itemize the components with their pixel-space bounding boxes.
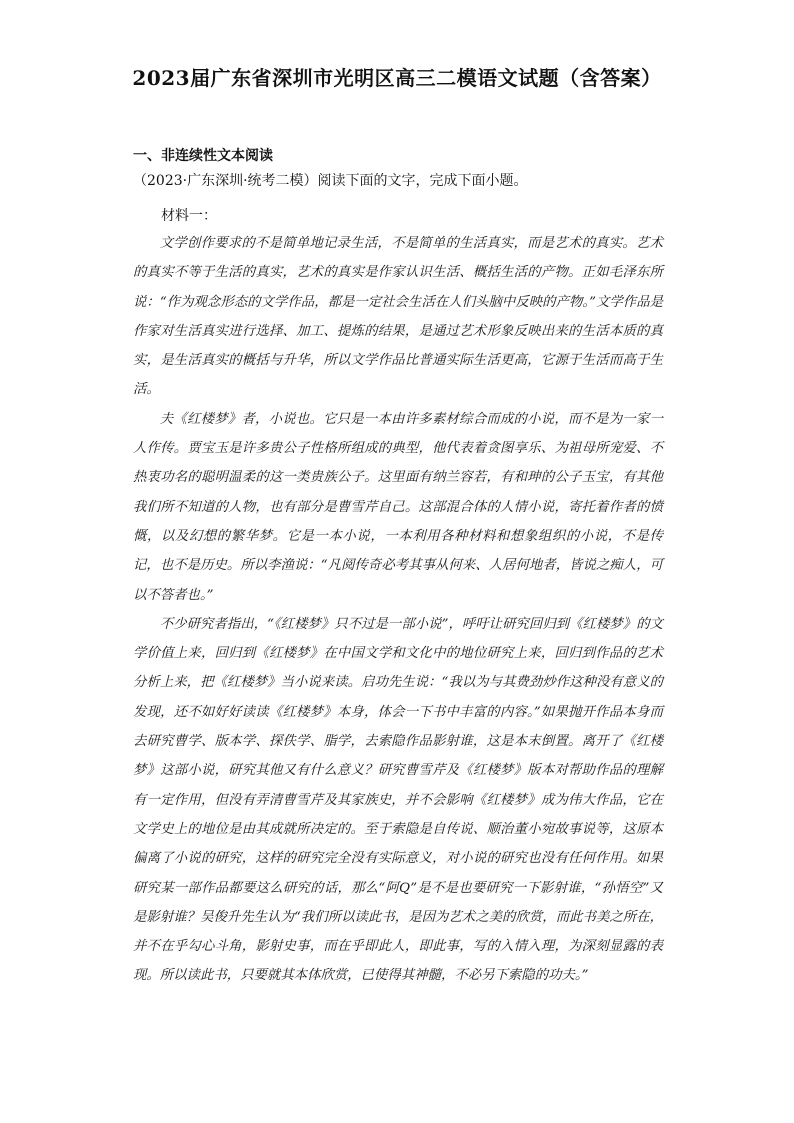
material-body [133,229,663,991]
paragraph-2: 夫《红楼梦》者，小说也。它只是一本由许多素材综合而成的小说，而不是为一家一人作传。贾宝玉是许多贵公子性格所组成的典型，他代表着贪图享乐、为祖母所宠爱、不热衷功名的聪明温柔的这一类贵族公子。这里面有纳兰容若，有和珅的公子玉宝，有其他我们所不知道的人物，也有部分是曹雪芹自己。这部混合体的人情小说，寄托着作者的愤慨，以及幻想的繁华梦。它是一本小说，一本利用各种材料和想象组织的小说，不是传记，也不是历史。所以李渔说：“凡阅传奇必考其事从何来、人居何地者，皆说之痴人，可以不答者也。” [133,411,663,603]
paragraph-1: 文学创作要求的不是简单地记录生活，不是简单的生活真实，而是艺术的真实。艺术的真实不等于生活的真实，艺术的真实是作家认识生活、概括生活的产物。正如毛泽东所说：“作为观念形态的文学作品，都是一定社会生活在人们头脑中反映的产物。”文学作品是作家对生活真实进行选择、加工、提炼的结果，是通过艺术形象反映出来的生活本质的真实，是生活真实的概括与升华，所以文学作品比普通实际生活更高，它源于生活而高于生活。 [133,236,663,398]
page-title: 2023届广东省深圳市光明区高三二模语文试题（含答案） [132,66,662,90]
material-label: 材料一： [161,208,217,224]
paragraph-3: 不少研究者指出，“《红楼梦》只不过是一部小说”，呼吁让研究回归到《红楼梦》的文学价值上来，回归到《红楼梦》在中国文学和文化中的地位研究上来，回归到作品的艺术分析上来，把《红楼梦》当小说来读。启功先生说：“我以为与其费劲炒作这种没有意义的发现，还不如好好读读《红楼梦》本身，体会一下书中丰富的内容。”如果抛开作品本身而去研究曹学、版本学、探佚学、脂学，去索隐作品影射谁，这是本末倒置。离开了《红楼梦》这部小说，研究其他又有什么意义？研究曹雪芹及《红楼梦》版本对帮助作品的理解有一定作用，但没有弄清曹雪芹及其家族史，并不会影响《红楼梦》成为伟大作品，它在文学史上的地位是由其成就所决定的。至于索隐是自传说、顺治董小宛故事说等，这原本偏离了小说的研究，这样的研究完全没有实际意义，对小说的研究也没有任何作用。如果研究某一部作品都要这么研究的话，那么“阿Q”是不是也要研究一下影射谁，“孙悟空”又是影射谁？吴俊升先生认为“我们所以读此书，是因为艺术之美的欣赏，而此书美之所在，并不在乎勾心斗角，影射史事，而在乎即此人，即此事，写的入情入理，为深刻显露的表现。所以读此书，只要就其本体欣赏，已使得其神髓，不必另下索隐的功夫。” [133,616,663,984]
question-instruction: （2023·广东深圳·统考二模）阅读下面的文字，完成下面小题。 [133,173,528,189]
section-heading: 一、非连续性文本阅读 [133,148,273,164]
